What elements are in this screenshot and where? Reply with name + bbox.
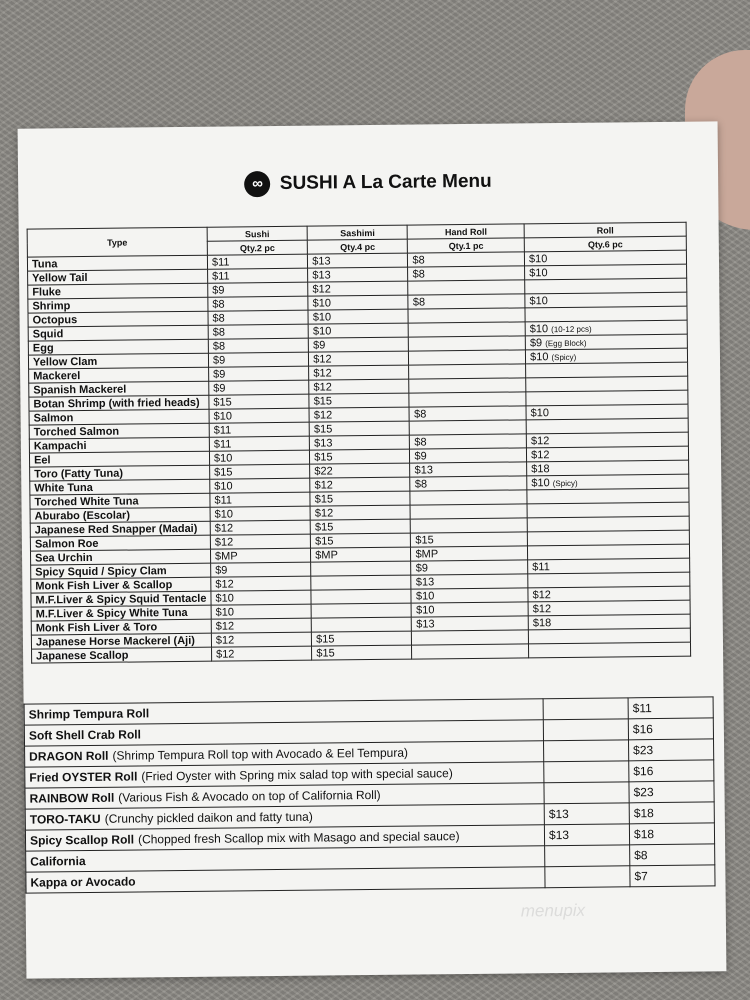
cell-hand-roll xyxy=(408,280,525,295)
cell-roll xyxy=(529,642,691,658)
cell-sushi: $10 xyxy=(211,604,311,619)
roll-name: TORO-TAKU xyxy=(29,811,101,827)
cell-type: Kampachi xyxy=(29,437,209,453)
header-roll-qty: Qty.6 pc xyxy=(524,236,686,252)
cell-sushi: $12 xyxy=(211,618,311,633)
roll-description: (Various Fish & Avocado on top of California Roll) xyxy=(118,787,381,805)
cell-sashimi: $15 xyxy=(312,631,412,646)
cell-hand-roll xyxy=(409,364,526,379)
roll-name: RAINBOW Roll xyxy=(29,790,115,806)
roll-price: $23 xyxy=(629,739,714,761)
cell-sushi: $10 xyxy=(209,450,309,465)
cell-sashimi: $12 xyxy=(310,505,410,520)
roll-name: California xyxy=(30,854,86,869)
roll-price: $7 xyxy=(630,865,715,887)
cell-sashimi: $22 xyxy=(310,463,410,478)
cell-sashimi: $13 xyxy=(308,267,408,282)
cell-type: Egg xyxy=(28,339,208,355)
cell-sushi: $12 xyxy=(211,576,311,591)
watermark: menupix xyxy=(520,900,586,921)
roll-hand-price: $13 xyxy=(544,803,629,825)
roll-price: $16 xyxy=(629,760,714,782)
cell-hand-roll xyxy=(411,518,528,533)
cell-sushi: $8 xyxy=(208,338,308,353)
cell-sashimi xyxy=(311,617,411,632)
cell-sashimi: $10 xyxy=(308,323,408,338)
cell-hand-roll: $MP xyxy=(411,546,528,561)
roll-name: DRAGON Roll xyxy=(29,748,109,764)
cell-roll: $10 xyxy=(525,292,687,308)
cell-sushi: $12 xyxy=(211,632,311,647)
roll-price: $10 xyxy=(529,322,549,335)
cell-sashimi: $MP xyxy=(311,547,411,562)
roll-price: $18 xyxy=(629,823,714,845)
roll-price: $18 xyxy=(629,802,714,824)
menu-sheet xyxy=(18,121,727,978)
cell-roll: $12 xyxy=(528,586,690,602)
cell-sashimi: $12 xyxy=(308,281,408,296)
cell-sushi: $12 xyxy=(211,646,311,661)
cell-sashimi: $15 xyxy=(310,491,410,506)
cell-sashimi: $15 xyxy=(309,421,409,436)
cell-sushi: $11 xyxy=(207,254,307,269)
cell-type: Japanese Red Snapper (Madai) xyxy=(30,521,210,537)
cell-hand-roll xyxy=(409,392,526,407)
rolls-table xyxy=(24,696,716,893)
cell-type: Octopus xyxy=(28,311,208,327)
title-text: SUSHI A La Carte Menu xyxy=(279,170,492,194)
cell-roll: $10 xyxy=(524,250,686,266)
cell-hand-roll xyxy=(409,350,526,365)
menu-title xyxy=(18,166,718,199)
roll-price: $9 xyxy=(529,336,543,349)
roll-price: $23 xyxy=(629,781,714,803)
cell-type: Yellow Clam xyxy=(28,353,208,369)
cell-type: Shrimp xyxy=(28,297,208,313)
cell-sashimi: $13 xyxy=(310,435,410,450)
cell-sushi: $9 xyxy=(209,380,309,395)
cell-hand-roll xyxy=(409,322,526,337)
cell-sashimi: $12 xyxy=(309,407,409,422)
cell-hand-roll: $13 xyxy=(410,462,527,477)
a-la-carte-table xyxy=(27,222,692,664)
cell-sushi: $9 xyxy=(209,366,309,381)
cell-sashimi: $15 xyxy=(311,533,411,548)
cell-type: Yellow Tail xyxy=(28,269,208,285)
cell-hand-roll: $8 xyxy=(410,476,527,491)
cell-type: M.F.Liver & Spicy Squid Tentacle xyxy=(31,591,211,607)
roll-hand-price xyxy=(544,740,629,762)
roll-name: Soft Shell Crab Roll xyxy=(28,727,142,743)
roll-price: $16 xyxy=(628,718,713,740)
cell-sushi: $10 xyxy=(211,590,311,605)
header-sashimi: Sashimi xyxy=(307,225,407,240)
roll-description: (Shrimp Tempura Roll top with Avocado & Eel Tempura) xyxy=(112,745,409,763)
cell-type: Eel xyxy=(29,451,209,467)
roll-hand-price xyxy=(544,761,629,783)
cell-roll: $10 xyxy=(525,264,687,280)
cell-hand-roll: $8 xyxy=(410,434,527,449)
cell-roll: $11 xyxy=(528,558,690,574)
roll-name-cell xyxy=(26,867,545,893)
cell-sushi: $10 xyxy=(210,506,310,521)
cell-type: M.F.Liver & Spicy White Tuna xyxy=(31,605,211,621)
header-sashimi-qty: Qty.4 pc xyxy=(307,239,407,254)
cell-sashimi: $12 xyxy=(309,365,409,380)
cell-roll: $18 xyxy=(527,460,689,476)
cell-roll: $12 xyxy=(528,600,690,616)
cell-hand-roll xyxy=(409,336,526,351)
header-sushi-qty: Qty.2 pc xyxy=(207,240,307,255)
cell-type: White Tuna xyxy=(30,479,210,495)
cell-type: Japanese Horse Mackerel (Aji) xyxy=(31,633,211,649)
roll-description: (Fried Oyster with Spring mix salad top with special sauce) xyxy=(141,766,453,784)
roll-note: (Spicy) xyxy=(552,478,578,488)
cell-sashimi: $12 xyxy=(309,351,409,366)
cell-sashimi: $13 xyxy=(308,253,408,268)
cell-hand-roll xyxy=(410,420,527,435)
cell-sushi: $11 xyxy=(210,492,310,507)
cell-hand-roll: $8 xyxy=(408,266,525,281)
roll-price: $10 xyxy=(529,350,549,363)
cell-sashimi: $10 xyxy=(308,295,408,310)
cell-hand-roll: $9 xyxy=(411,560,528,575)
cell-sashimi: $15 xyxy=(310,449,410,464)
roll-hand-price xyxy=(544,782,629,804)
cell-type: Japanese Scallop xyxy=(32,647,212,663)
roll-price: $8 xyxy=(630,844,715,866)
cell-type: Monk Fish Liver & Toro xyxy=(31,619,211,635)
cell-sushi: $15 xyxy=(210,464,310,479)
roll-hand-price: $13 xyxy=(544,824,629,846)
cell-hand-roll: $10 xyxy=(411,588,528,603)
cell-hand-roll: $13 xyxy=(411,574,528,589)
roll-note: (10-12 pcs) xyxy=(551,324,592,334)
roll-hand-price xyxy=(545,845,630,867)
roll-price: $10 xyxy=(531,476,550,489)
roll-name: Kappa or Avocado xyxy=(30,874,136,890)
roll-name: Spicy Scallop Roll xyxy=(29,832,135,848)
header-sushi: Sushi xyxy=(207,226,307,241)
cell-sashimi xyxy=(311,561,411,576)
cell-sashimi: $12 xyxy=(310,477,410,492)
cell-sashimi: $10 xyxy=(308,309,408,324)
cell-roll: $12 xyxy=(527,446,689,462)
cell-hand-roll: $8 xyxy=(408,294,525,309)
cell-roll: $12 xyxy=(526,432,688,448)
cell-type: Sea Urchin xyxy=(30,549,210,565)
cell-sashimi xyxy=(311,589,411,604)
logo-icon: ∞ xyxy=(244,171,270,197)
cell-hand-roll: $15 xyxy=(411,532,528,547)
cell-hand-roll xyxy=(409,378,526,393)
cell-sushi: $9 xyxy=(208,282,308,297)
cell-sashimi: $12 xyxy=(309,379,409,394)
cell-type: Spicy Squid / Spicy Clam xyxy=(31,563,211,579)
cell-type: Spanish Mackerel xyxy=(29,381,209,397)
cell-sushi: $9 xyxy=(211,562,311,577)
roll-name: Shrimp Tempura Roll xyxy=(28,706,150,722)
cell-sushi: $10 xyxy=(210,478,310,493)
cell-type: Monk Fish Liver & Scallop xyxy=(31,577,211,593)
cell-sushi: $9 xyxy=(208,352,308,367)
cell-sashimi: $15 xyxy=(309,393,409,408)
header-roll: Roll xyxy=(524,222,686,238)
cell-sashimi: $15 xyxy=(312,645,412,660)
header-type: Type xyxy=(27,227,207,257)
cell-type: Tuna xyxy=(27,255,207,271)
header-hand-roll-qty: Qty.1 pc xyxy=(408,238,525,253)
cell-hand-roll: $13 xyxy=(412,616,529,631)
cell-roll: $10 xyxy=(526,404,688,420)
roll-hand-price xyxy=(543,719,628,741)
roll-hand-price xyxy=(543,698,628,720)
cell-hand-roll xyxy=(412,644,529,659)
cell-hand-roll: $9 xyxy=(410,448,527,463)
cell-type: Fluke xyxy=(28,283,208,299)
cell-sashimi: $15 xyxy=(310,519,410,534)
header-hand-roll: Hand Roll xyxy=(408,224,525,239)
cell-sashimi xyxy=(311,575,411,590)
roll-price: $11 xyxy=(628,697,713,719)
cell-type: Aburabo (Escolar) xyxy=(30,507,210,523)
cell-type: Salmon Roe xyxy=(30,535,210,551)
cell-type: Botan Shrimp (with fried heads) xyxy=(29,395,209,411)
cell-sashimi: $9 xyxy=(308,337,408,352)
cell-sushi: $10 xyxy=(209,408,309,423)
cell-type: Squid xyxy=(28,325,208,341)
cell-sushi: $11 xyxy=(209,436,309,451)
roll-note: (Spicy) xyxy=(551,352,577,362)
cell-sushi: $11 xyxy=(209,422,309,437)
cell-hand-roll: $8 xyxy=(409,406,526,421)
cell-sushi: $8 xyxy=(208,324,308,339)
cell-type: Toro (Fatty Tuna) xyxy=(30,465,210,481)
cell-type: Salmon xyxy=(29,409,209,425)
cell-hand-roll xyxy=(408,308,525,323)
cell-type: Torched Salmon xyxy=(29,423,209,439)
cell-roll: $18 xyxy=(528,614,690,630)
roll-hand-price xyxy=(545,866,630,888)
roll-description: (Crunchy pickled daikon and fatty tuna) xyxy=(104,809,313,826)
items-body xyxy=(27,250,690,663)
cell-sushi: $12 xyxy=(210,534,310,549)
cell-type: Mackerel xyxy=(29,367,209,383)
cell-hand-roll: $8 xyxy=(408,252,525,267)
roll-name: Fried OYSTER Roll xyxy=(29,769,138,785)
cell-hand-roll xyxy=(411,504,528,519)
cell-sushi: $15 xyxy=(209,394,309,409)
rolls-body xyxy=(24,697,715,893)
cell-sushi: $12 xyxy=(210,520,310,535)
cell-sushi: $8 xyxy=(208,310,308,325)
cell-sashimi xyxy=(311,603,411,618)
roll-description: (Chopped fresh Scallop mix with Masago and special sauce) xyxy=(137,829,460,847)
roll-note: (Egg Block) xyxy=(545,338,587,348)
cell-hand-roll: $10 xyxy=(412,602,529,617)
cell-sushi: $MP xyxy=(210,548,310,563)
cell-hand-roll xyxy=(410,490,527,505)
cell-hand-roll xyxy=(412,630,529,645)
cell-sushi: $8 xyxy=(208,296,308,311)
cell-type: Torched White Tuna xyxy=(30,493,210,509)
cell-sushi: $11 xyxy=(208,268,308,283)
